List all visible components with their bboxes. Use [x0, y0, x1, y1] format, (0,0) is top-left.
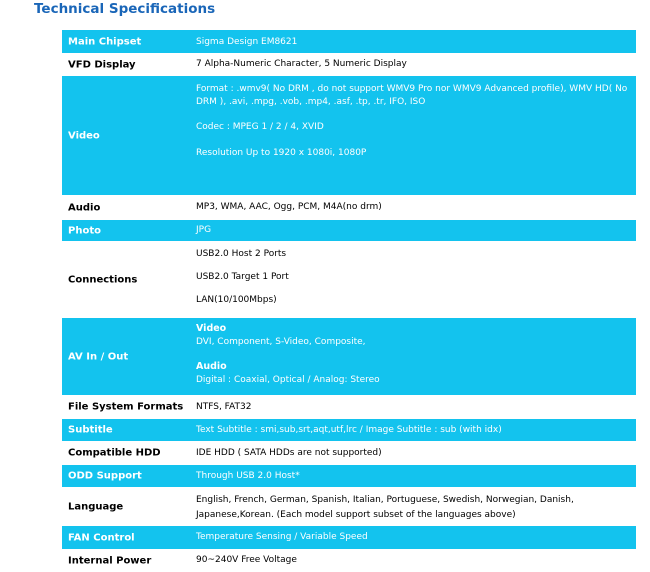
spec-label: Photo — [68, 225, 101, 236]
spec-row-main-chipset — [62, 30, 636, 54]
spec-value: IDE HDD ( SATA HDDs are not supported) — [196, 448, 382, 458]
connections-line: USB2.0 Host 2 Ports — [196, 249, 287, 259]
spec-row-photo — [62, 220, 636, 242]
spec-label: Main Chipset — [68, 36, 142, 47]
spec-value: MP3, WMA, AAC, Ogg, PCM, M4A(no drm) — [196, 202, 382, 212]
spec-row-compatible-hdd — [62, 442, 636, 465]
video-codec: Codec : MPEG 1 / 2 / 4, XVID — [196, 122, 324, 132]
spec-value: English, French, German, Spanish, Italian, Portuguese, Swedish, Norwegian, Danish, Japanese,Korean. (Each model support subset of the languages above) — [196, 495, 574, 520]
spec-row-subtitle — [62, 419, 636, 442]
connections-line: LAN(10/100Mbps) — [196, 295, 277, 305]
section-title: Technical Specifications — [34, 1, 216, 17]
spec-label: Connections — [68, 274, 138, 285]
spec-row-odd-support — [62, 465, 636, 488]
connections-line: USB2.0 Target 1 Port — [196, 272, 289, 282]
spec-row-video — [62, 76, 636, 196]
spec-row-language — [62, 488, 636, 526]
spec-value: Text Subtitle : smi,sub,srt,aqt,utf,lrc / Image Subtitle : sub (with idx) — [196, 425, 502, 435]
spec-value: 7 Alpha-Numeric Character, 5 Numeric Display — [196, 59, 407, 69]
av-video-heading: Video — [196, 323, 227, 334]
spec-value: Through USB 2.0 Host* — [196, 471, 300, 481]
spec-label: Language — [68, 501, 124, 512]
video-resolution: Resolution Up to 1920 x 1080i, 1080P — [196, 148, 367, 158]
spec-row-internal-power — [62, 550, 636, 572]
spec-value: Sigma Design EM8621 — [196, 37, 298, 47]
spec-label: Audio — [68, 202, 101, 213]
spec-value: 90~240V Free Voltage — [196, 555, 297, 565]
spec-row-audio — [62, 196, 636, 220]
spec-label: ODD Support — [68, 470, 142, 482]
spec-label: Compatible HDD — [68, 447, 161, 459]
spec-row-fan-control — [62, 526, 636, 550]
video-format: Format : .wmv9( No DRM , do not support WMV9 Pro nor WMV9 Advanced profile), WMV HD( No DRM ), .avi, .mpg, .vob, .mp4, .asf, .tp, .tr, IFO, ISO — [196, 84, 628, 107]
spec-label: VFD Display — [68, 59, 136, 70]
av-audio-heading: Audio — [196, 361, 227, 372]
spec-row-connections — [62, 242, 636, 318]
spec-value: Temperature Sensing / Variable Speed — [196, 532, 368, 542]
spec-value: NTFS, FAT32 — [196, 402, 252, 412]
spec-row-av-in-out — [62, 318, 636, 396]
spec-row-file-system — [62, 396, 636, 419]
av-audio-value: Digital : Coaxial, Optical / Analog: Stereo — [196, 375, 380, 385]
spec-row-vfd-display — [62, 54, 636, 76]
spec-label: Video — [68, 130, 100, 141]
spec-value: JPG — [196, 225, 212, 235]
spec-label: Subtitle — [68, 424, 113, 436]
spec-label: File System Formats — [68, 401, 184, 413]
av-video-value: DVI, Component, S-Video, Composite, — [196, 337, 366, 347]
spec-label: FAN Control — [68, 532, 135, 543]
spec-label: AV In / Out — [68, 351, 129, 362]
spec-label: Internal Power — [68, 555, 152, 566]
